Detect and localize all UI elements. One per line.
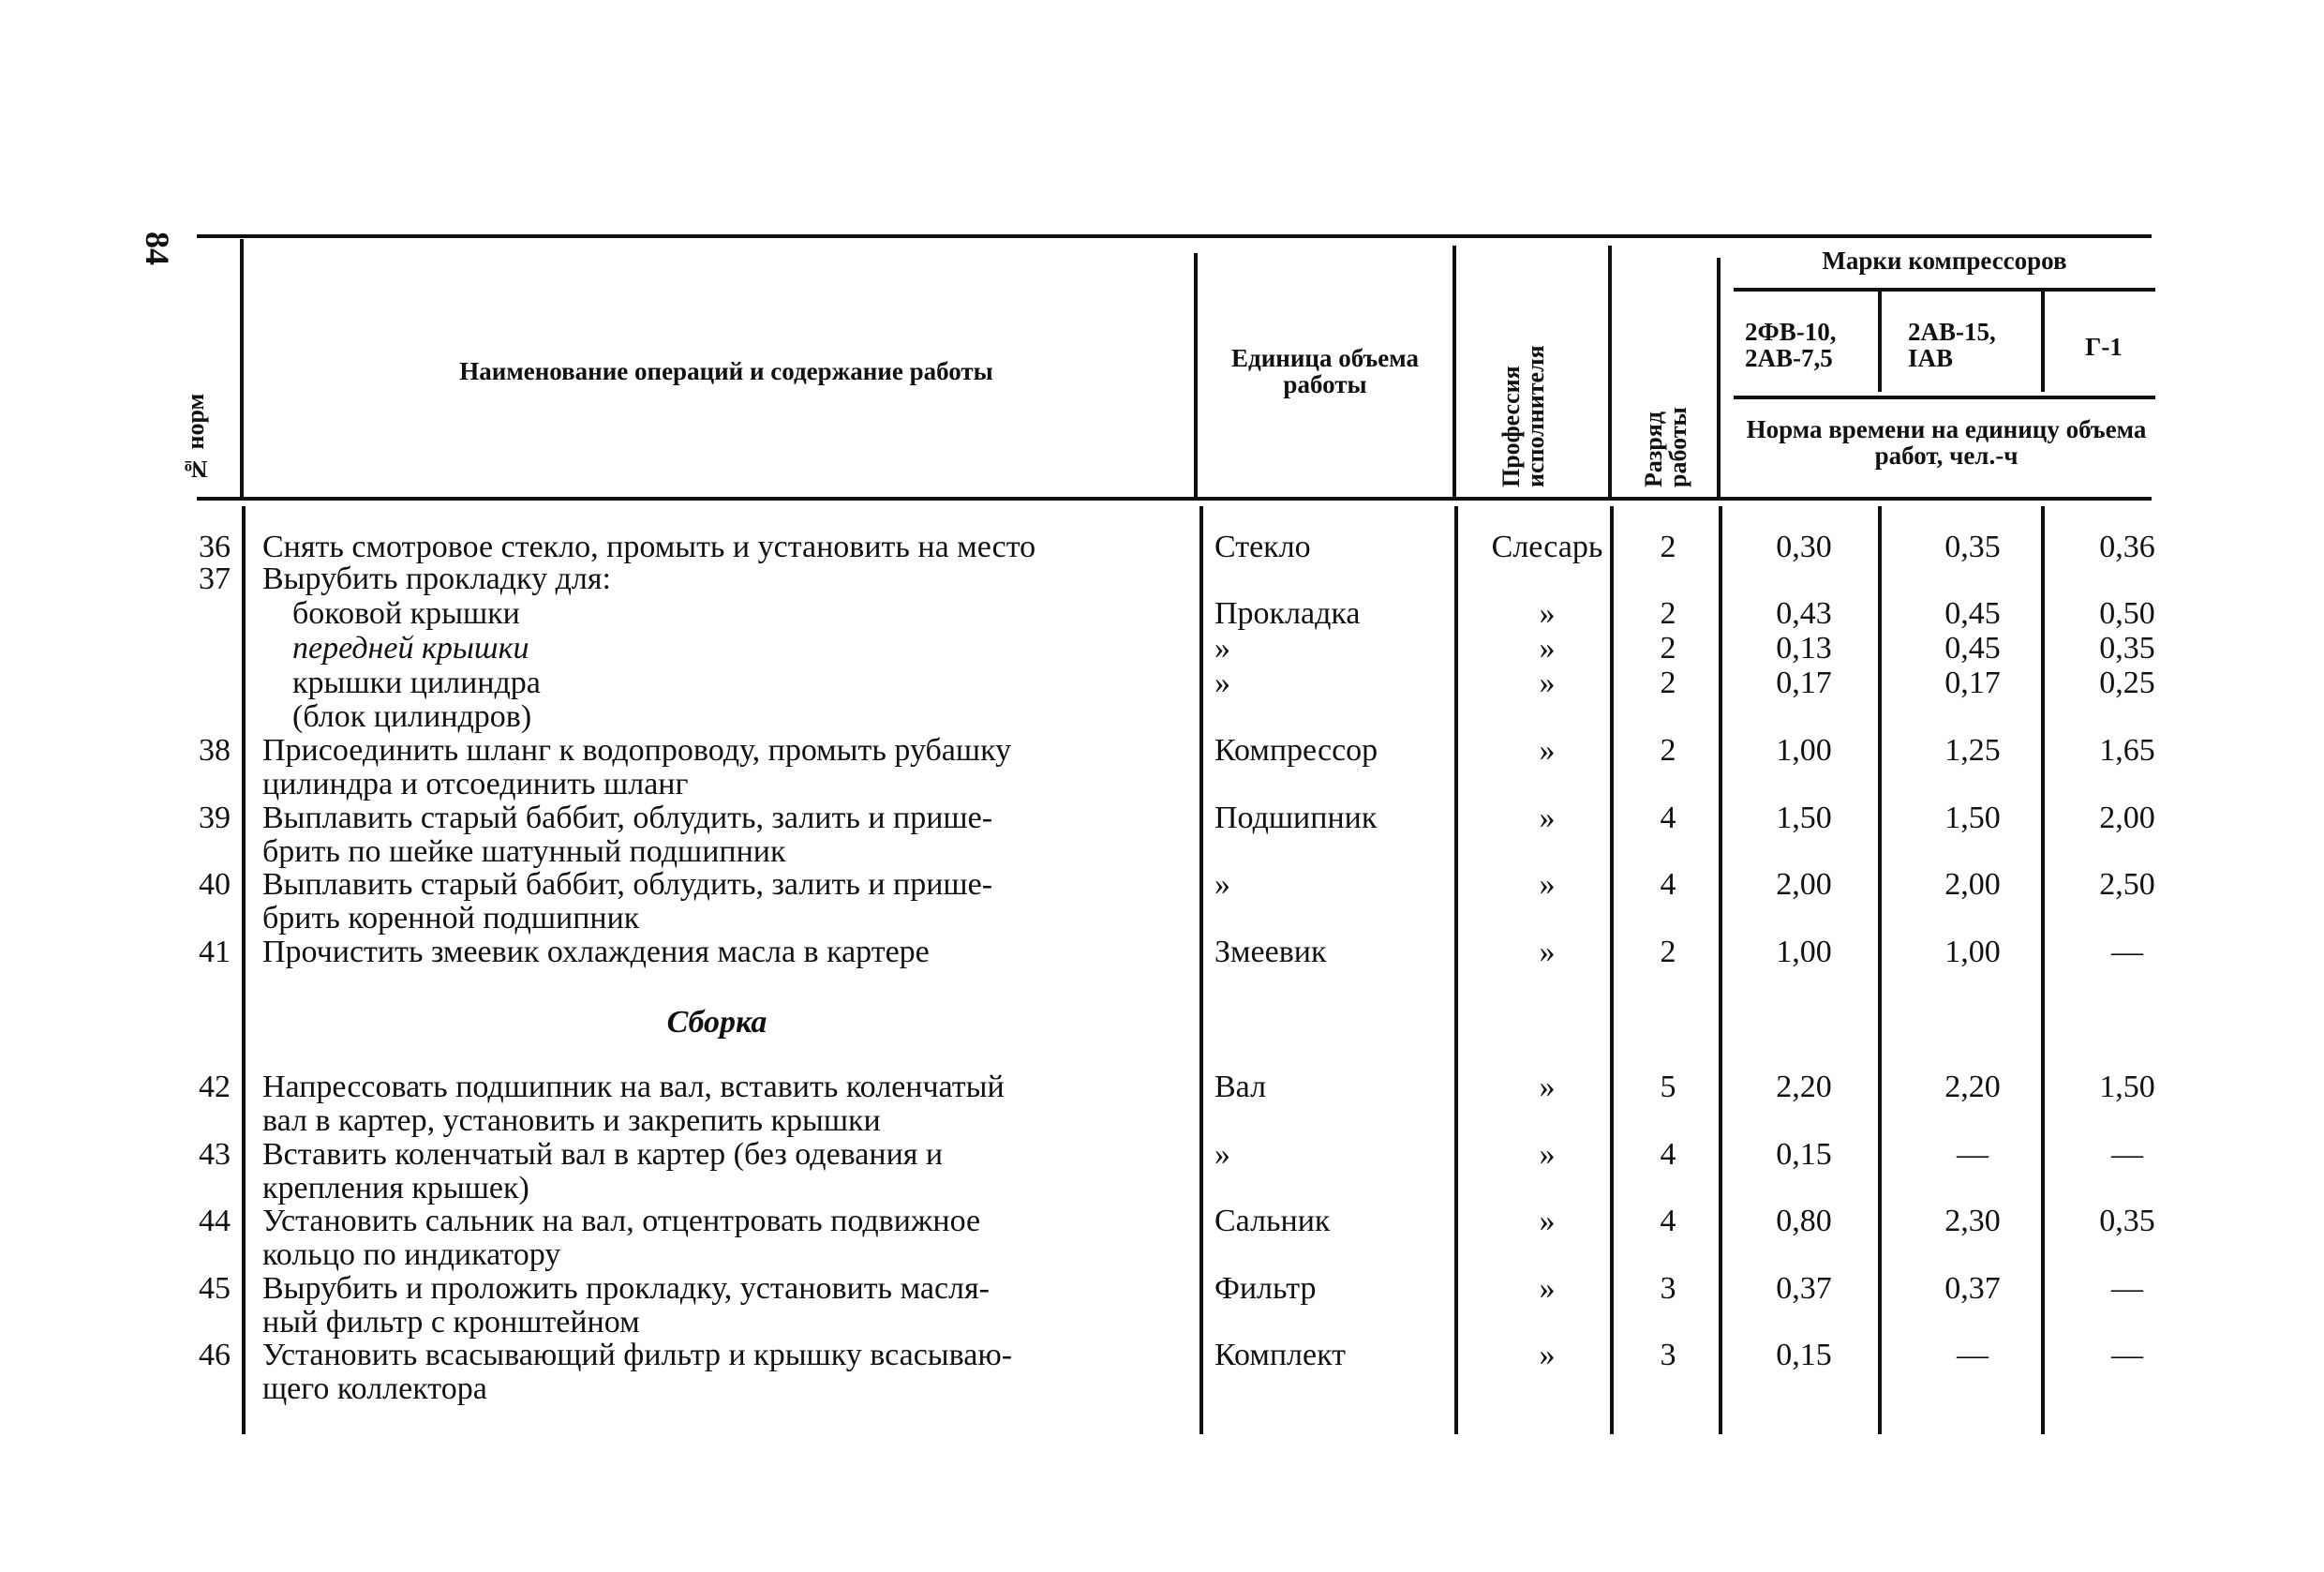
header-profession xyxy=(1499,309,1556,487)
row-norm-brand-3: 2,00 xyxy=(2099,801,2155,835)
row-number: 42 xyxy=(199,1070,231,1104)
row-operation-line: брить коренной подшипник xyxy=(262,901,640,936)
col-divider-2 xyxy=(1194,253,1198,500)
col-divider-7 xyxy=(2041,291,2045,392)
row-number: 38 xyxy=(199,733,231,768)
row-unit: Сальник xyxy=(1214,1204,1331,1238)
row-norm-brand-1: 0,17 xyxy=(1776,666,1832,700)
col-divider-6 xyxy=(1878,291,1882,392)
row-profession: » xyxy=(1539,867,1556,902)
row-grade: 4 xyxy=(1660,1137,1676,1172)
row-unit: Прокладка xyxy=(1214,596,1361,631)
row-norm-brand-3: 1,50 xyxy=(2099,1070,2155,1104)
row-norm-brand-3: 0,36 xyxy=(2099,530,2155,564)
row-grade: 4 xyxy=(1660,867,1676,902)
row-unit: Стекло xyxy=(1214,530,1311,564)
row-number: 37 xyxy=(199,561,231,596)
col-divider-3 xyxy=(1452,246,1456,497)
header-brand-1 xyxy=(1745,319,1867,372)
row-grade: 2 xyxy=(1660,935,1676,969)
row-unit: » xyxy=(1214,867,1230,902)
header-bottom-rule xyxy=(197,497,2152,501)
row-operation-line: Установить сальник на вал, отцентровать подвижное xyxy=(262,1204,981,1238)
row-operation-line: щего коллектора xyxy=(262,1371,487,1406)
table-row xyxy=(0,801,2324,869)
row-number: 44 xyxy=(199,1204,231,1238)
header-unit xyxy=(1203,345,1447,398)
top-rule xyxy=(197,234,2152,238)
table-row xyxy=(0,1339,2324,1406)
row-unit: Фильтр xyxy=(1214,1271,1317,1306)
row-norm-brand-2: 2,30 xyxy=(1944,1204,2001,1238)
norm-rule xyxy=(1734,396,2155,399)
row-operation-line: боковой крышки xyxy=(292,596,520,631)
row-grade: 2 xyxy=(1660,733,1676,768)
row-norm-brand-3: 0,50 xyxy=(2099,596,2155,631)
header-norm-caption xyxy=(1745,416,2148,470)
header-operation: Наименование операций и содержание работы xyxy=(459,357,993,385)
row-operation-line: брить по шейке шатунный подшипник xyxy=(262,834,786,869)
header-brand-1-text: 2ФВ-10, 2АВ-7,5 xyxy=(1745,318,1837,373)
header-norm-caption-text: Норма времени на единицу объема работ, чел.-ч xyxy=(1746,415,2147,471)
row-grade: 4 xyxy=(1660,801,1676,835)
table-row xyxy=(0,868,2324,936)
row-unit: Компрессор xyxy=(1214,733,1378,768)
row-grade: 4 xyxy=(1660,1204,1676,1238)
row-unit: Змеевик xyxy=(1214,935,1327,969)
row-grade: 3 xyxy=(1660,1338,1676,1372)
row-norm-brand-3: — xyxy=(2111,935,2143,969)
header-grade xyxy=(1642,366,1698,487)
page-number: 84 xyxy=(139,232,176,265)
row-norm-brand-2: 0,45 xyxy=(1944,631,2001,666)
row-number: 41 xyxy=(199,935,231,969)
row-norm-brand-1: 1,00 xyxy=(1776,733,1832,768)
row-operation-line: передней крышки xyxy=(292,631,529,666)
row-operation-line: крепления крышек) xyxy=(262,1171,529,1205)
row-operation-line: Вырубить прокладку для: xyxy=(262,561,611,596)
row-grade: 2 xyxy=(1660,596,1676,631)
row-operation-line: крышки цилиндра xyxy=(292,666,541,700)
col-divider-1 xyxy=(240,239,244,500)
row-number: 43 xyxy=(199,1137,231,1172)
row-norm-brand-3: 1,65 xyxy=(2099,733,2155,768)
row-norm-brand-3: 0,25 xyxy=(2099,666,2155,700)
table-row xyxy=(0,734,2324,801)
row-norm-brand-2: 1,00 xyxy=(1944,935,2001,969)
row-number: 46 xyxy=(199,1338,231,1372)
row-unit: Комплект xyxy=(1214,1338,1347,1372)
row-grade: 2 xyxy=(1660,530,1676,564)
row-profession: » xyxy=(1539,1137,1556,1172)
row-operation-line: Установить всасывающий фильтр и крышку всасываю- xyxy=(262,1338,1013,1372)
row-number: 45 xyxy=(199,1271,231,1306)
row-profession: » xyxy=(1539,935,1556,969)
header-unit-text: Единица объема работы xyxy=(1231,344,1419,399)
row-operation-line: ный фильтр с кронштейном xyxy=(262,1305,640,1340)
row-profession: » xyxy=(1539,666,1556,700)
row-norm-brand-1: 2,20 xyxy=(1776,1070,1832,1104)
row-unit: Вал xyxy=(1214,1070,1267,1104)
row-norm-brand-1: 1,50 xyxy=(1776,801,1832,835)
row-profession: » xyxy=(1539,1271,1556,1306)
row-profession: » xyxy=(1539,1204,1556,1238)
col-divider-4 xyxy=(1608,246,1612,497)
row-grade: 3 xyxy=(1660,1271,1676,1306)
row-unit: » xyxy=(1214,666,1230,700)
row-norm-brand-2: 0,17 xyxy=(1944,666,2001,700)
row-operation-line: Напрессовать подшипник на вал, вставить коленчатый xyxy=(262,1070,1005,1104)
row-operation-line: цилиндра и отсоединить шланг xyxy=(262,767,689,801)
header-brand-3: Г-1 xyxy=(2085,333,2123,361)
row-norm-brand-2: 0,35 xyxy=(1944,530,2001,564)
row-profession: » xyxy=(1539,631,1556,666)
row-norm-brand-1: 0,80 xyxy=(1776,1204,1832,1238)
header-brands: Марки компрессоров xyxy=(1822,247,2067,275)
row-norm-brand-2: 1,25 xyxy=(1944,733,2001,768)
table-row xyxy=(0,1070,2324,1138)
table-row xyxy=(0,1272,2324,1340)
row-norm-brand-2: 0,45 xyxy=(1944,596,2001,631)
row-operation-line: кольцо по индикатору xyxy=(262,1237,561,1272)
row-norm-brand-1: 1,00 xyxy=(1776,935,1832,969)
row-norm-brand-2: 0,37 xyxy=(1944,1271,2001,1306)
row-norm-brand-1: 0,30 xyxy=(1776,530,1832,564)
row-norm-brand-2: 1,50 xyxy=(1944,801,2001,835)
row-number: 36 xyxy=(199,530,231,564)
row-operation-line: Выплавить старый баббит, облудить, залить и прише- xyxy=(262,801,993,835)
row-unit: Подшипник xyxy=(1214,801,1378,835)
row-operation-line: Выплавить старый баббит, облудить, залить и прише- xyxy=(262,867,993,902)
header-grade-text: Разряд работы xyxy=(1640,407,1691,487)
row-operation-line: Вставить коленчатый вал в картер (без одевания и xyxy=(262,1137,944,1172)
row-unit: » xyxy=(1214,1137,1230,1172)
row-profession: » xyxy=(1539,1338,1556,1372)
header-brand-2-text: 2АВ-15, IАВ xyxy=(1908,318,1996,373)
row-number: 39 xyxy=(199,801,231,835)
row-profession: » xyxy=(1539,596,1556,631)
row-norm-brand-1: 0,43 xyxy=(1776,596,1832,631)
row-profession: » xyxy=(1539,1070,1556,1104)
row-norm-brand-3: 0,35 xyxy=(2099,631,2155,666)
row-unit: » xyxy=(1214,631,1230,666)
row-operation-line: вал в картер, установить и закрепить крышки xyxy=(262,1103,881,1138)
col-divider-5 xyxy=(1717,258,1721,497)
row-norm-brand-1: 0,37 xyxy=(1776,1271,1832,1306)
row-norm-brand-3: — xyxy=(2111,1338,2143,1372)
row-norm-brand-3: — xyxy=(2111,1271,2143,1306)
table-row xyxy=(0,936,2324,1003)
header-no: № норм xyxy=(182,393,209,483)
row-grade: 2 xyxy=(1660,631,1676,666)
row-grade: 2 xyxy=(1660,666,1676,700)
row-norm-brand-2: — xyxy=(1957,1137,1989,1172)
row-norm-brand-1: 2,00 xyxy=(1776,867,1832,902)
row-operation-line: Присоединить шланг к водопроводу, промыть рубашку xyxy=(262,733,1012,768)
table-row xyxy=(0,1205,2324,1272)
row-norm-brand-2: 2,00 xyxy=(1944,867,2001,902)
row-profession: » xyxy=(1539,801,1556,835)
header-brand-2 xyxy=(1908,319,2030,372)
row-norm-brand-1: 0,13 xyxy=(1776,631,1832,666)
row-number: 40 xyxy=(199,867,231,902)
row-norm-brand-3: 2,50 xyxy=(2099,867,2155,902)
row-norm-brand-1: 0,15 xyxy=(1776,1338,1832,1372)
row-operation-line: Вырубить и проложить прокладку, установить масля- xyxy=(262,1271,990,1306)
brands-rule xyxy=(1734,288,2155,292)
row-norm-brand-3: — xyxy=(2111,1137,2143,1172)
table-row xyxy=(0,1138,2324,1205)
row-norm-brand-1: 0,15 xyxy=(1776,1137,1832,1172)
header-profession-text: Профессия исполнителя xyxy=(1497,345,1549,487)
row-grade: 5 xyxy=(1660,1070,1676,1104)
row-profession: » xyxy=(1539,733,1556,768)
section-title: Сборка xyxy=(666,1005,767,1040)
row-operation-line: (блок цилиндров) xyxy=(292,699,532,734)
row-norm-brand-3: 0,35 xyxy=(2099,1204,2155,1238)
table-row xyxy=(0,666,2324,734)
row-norm-brand-2: 2,20 xyxy=(1944,1070,2001,1104)
row-norm-brand-2: — xyxy=(1957,1338,1989,1372)
row-operation-line: Прочистить змеевик охлаждения масла в картере xyxy=(262,935,930,969)
row-profession: Слесарь xyxy=(1491,530,1603,564)
row-operation-line: Снять смотровое стекло, промыть и установить на место xyxy=(262,530,1036,564)
